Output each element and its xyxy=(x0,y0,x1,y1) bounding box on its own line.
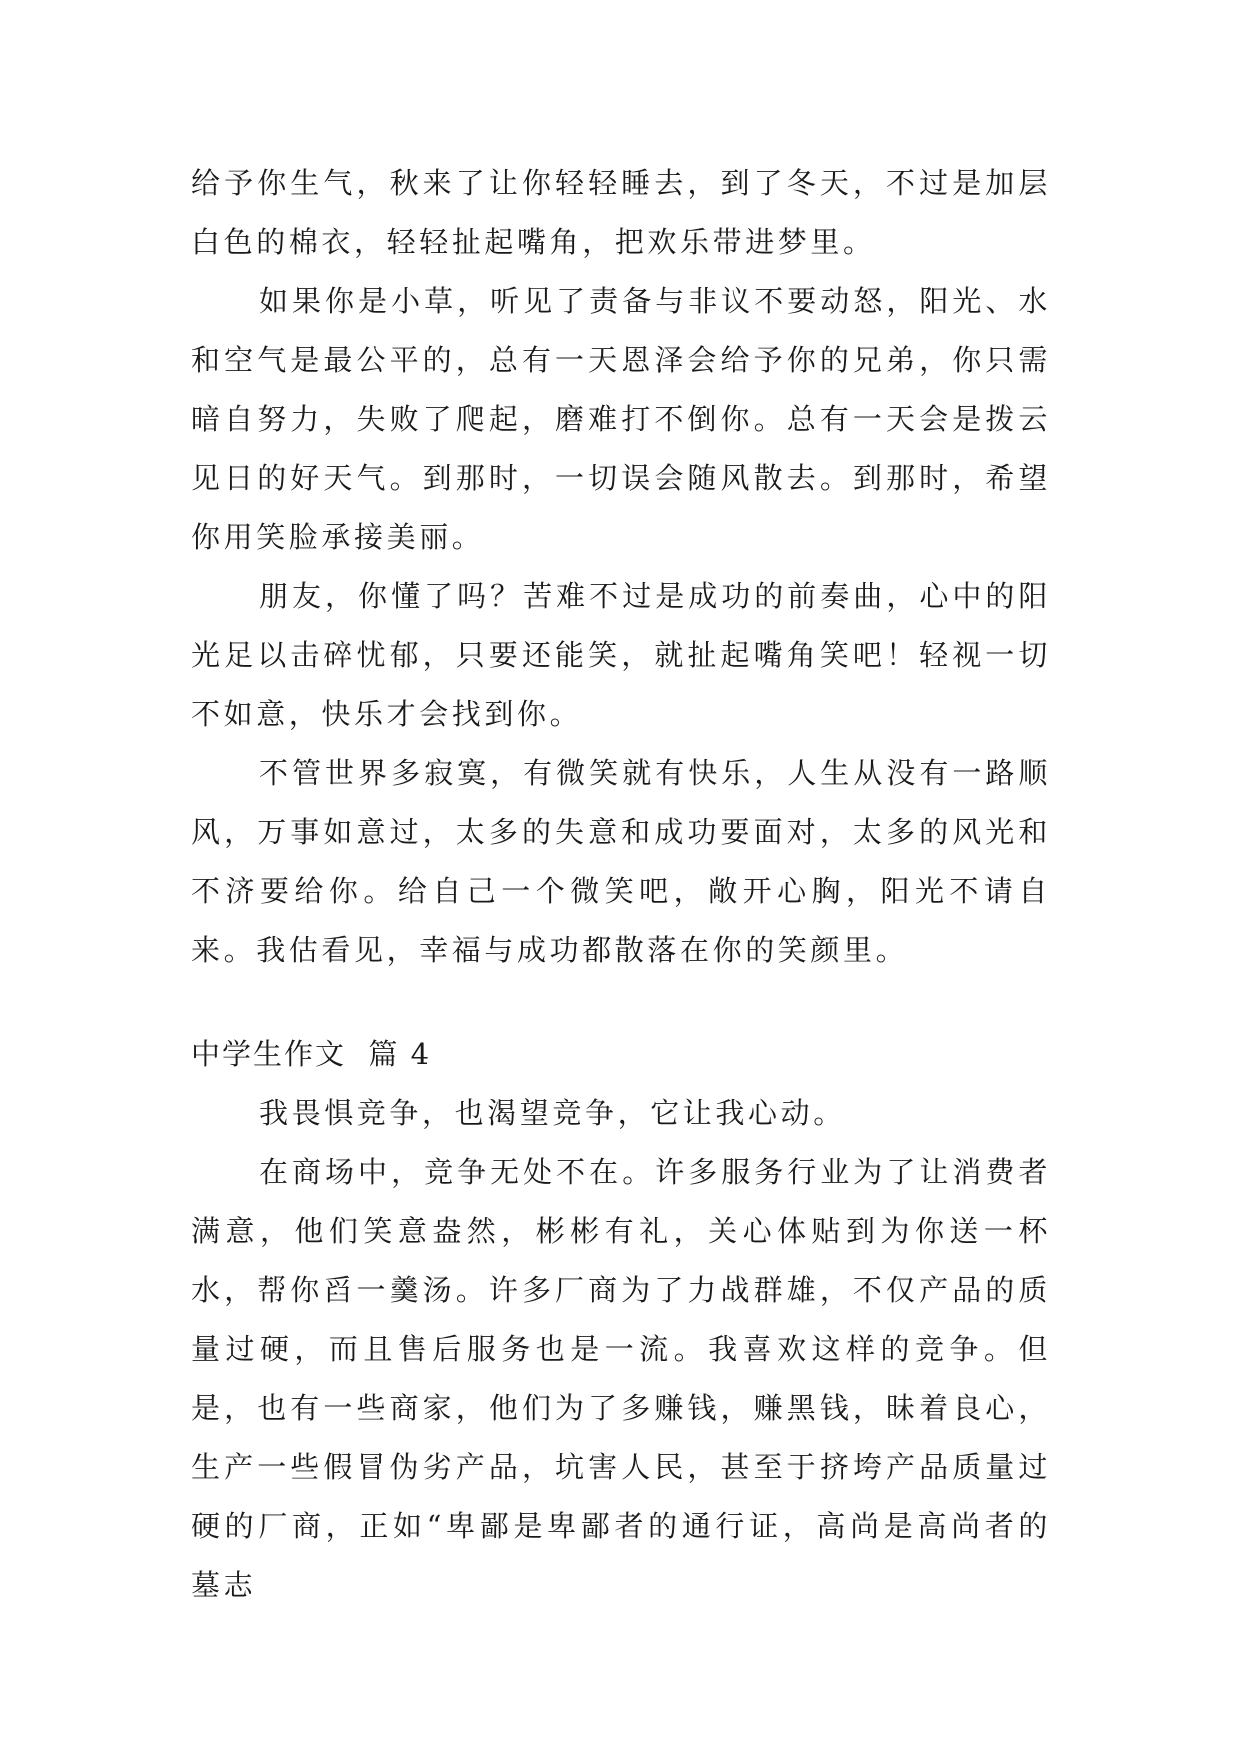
section-heading: 中学生作文 篇 4 xyxy=(191,1037,432,1071)
section-spacer xyxy=(191,980,1051,1025)
paragraph-2: 如果你是小草，听见了责备与非议不要动怒，阳光、水和空气是最公平的，总有一天恩泽会给予你的兄弟，你只需暗自努力，失败了爬起，磨难打不倒你。总有一天会是拨云见日的好天气。到那时，一切误会随风散去。到那时，希望你用笑脸承接美丽。 xyxy=(191,284,1051,554)
document-page xyxy=(191,154,1051,1615)
paragraph-6: 在商场中，竞争无处不在。许多服务行业为了让消费者满意，他们笑意盎然，彬彬有礼，关心体贴到为你送一杯水，帮你舀一羹汤。许多厂商为了力战群雄，不仅产品的质量过硬，而且售后服务也是一流。我喜欢这样的竞争。但是，也有一些商家，他们为了多赚钱，赚黑钱，昧着良心，生产一些假冒伪劣产品，坑害人民，甚至于挤垮产品质量过硬的厂商，正如“卑鄙是卑鄙者的通行证，高尚是高尚者的墓志 xyxy=(191,1155,1051,1602)
paragraph-1: 给予你生气，秋来了让你轻轻睡去，到了冬天，不过是加层白色的棉衣，轻轻扯起嘴角，把欢乐带进梦里。 xyxy=(191,166,1051,259)
paragraph-4: 不管世界多寂寞，有微笑就有快乐，人生从没有一路顺风，万事如意过，太多的失意和成功要面对，太多的风光和不济要给你。给自己一个微笑吧，敞开心胸，阳光不请自来。我估看见，幸福与成功都散落在你的笑颜里。 xyxy=(191,756,1051,967)
paragraph-5: 我畏惧竞争，也渴望竞争，它让我心动。 xyxy=(259,1096,846,1130)
paragraph-3: 朋友，你懂了吗？苦难不过是成功的前奏曲，心中的阳光足以击碎忧郁，只要还能笑，就扯起嘴角笑吧！轻视一切不如意，快乐才会找到你。 xyxy=(191,579,1051,731)
